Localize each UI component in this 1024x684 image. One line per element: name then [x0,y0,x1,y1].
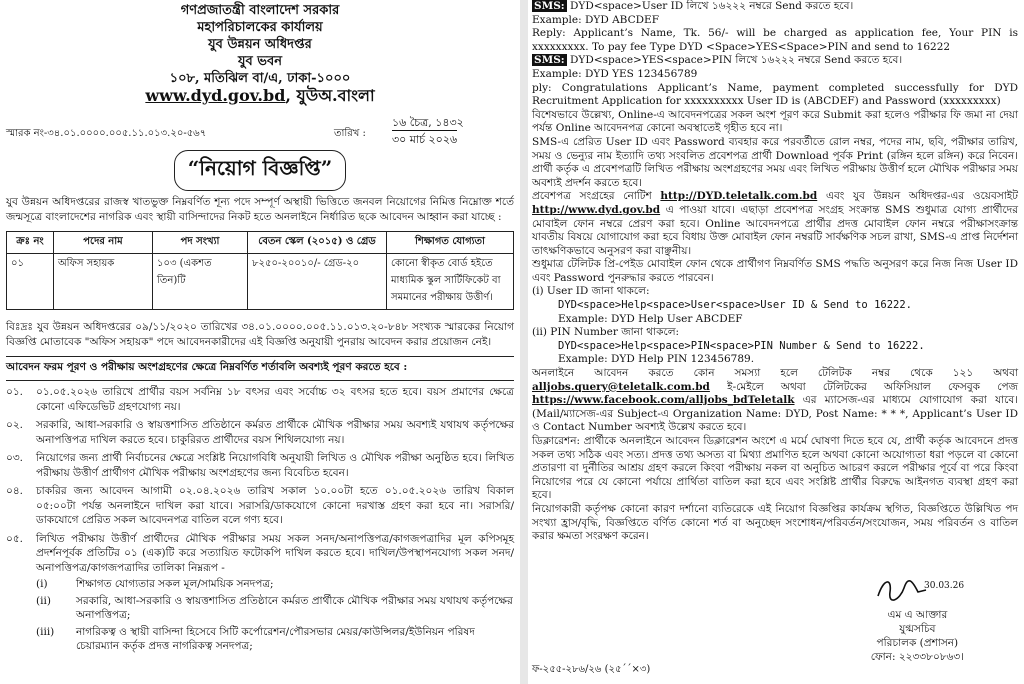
condition-text: লিখিত পরীক্ষায় উত্তীর্ণ প্রার্থীদের মৌখিক পরীক্ষার সময় সকল সনদ/অনাপত্তিপত্র/কাগজপত্রাদির মূল কপিসমূহ প্রদর্শনপূর্বক প্রতিটির ০১ (এক)টি করে সত্যায়িত ফটোকপি দাখিল করতে হবে। দাখিল/উপস্থাপনযোগ্য সকল সনদ/অনাপত্তিপত্র/কাগজপত্রাদির তালিকা নিম্নরূপ - [36,532,514,574]
item-number: (i) [36,578,48,590]
recovery-userid-example: Example: DYD Help User ABCDEF [558,312,743,325]
notice-page-right [528,0,1024,684]
recovery-pin [532,326,1018,340]
sms-reply-1: Reply: Applicant’s Name, Tk. 56/- will be charged as application fee, Your PIN is xxxxxxxxx. To pay fee Type DYD <Space>YES<Space>PIN and send to 16222 [532,27,1018,53]
item-number: (ii) [36,594,51,607]
sms-command: DYD<space>YES<space>PIN লিখে ১৬২২২ নম্বরে Send করতে হবে। [570,54,903,67]
support-email-link[interactable]: alljobs.query@teletalk.com.bd [532,380,710,393]
item-text: শিক্ষাগত যোগ্যতার সকল মূল/সাময়িক সনদপত্র; [76,578,274,590]
date-english: ৩০ মার্চ ২০২৬ [392,130,457,150]
signatory-role: পরিচালক (প্রশাসন) [876,637,959,649]
admit-text-a: প্রবেশপত্র সংগ্রহের নোটিশ [532,190,661,203]
condition-item [6,484,514,528]
help-text-b: ই-মেইলে অথবা টেলিটকের অফিসিয়াল ফেসবুক পেজ [709,380,1018,393]
helpline-paragraph [532,367,1018,435]
col-post: পদের নাম [54,232,153,254]
conditions-heading: আবেদন ফরম পূরণ ও পরীক্ষায় অংশগ্রহণের ক্ষেত্রে নিম্নবর্ণিত শর্তাবলি অবশ্যই পূরণ করতে হবে : [6,356,514,381]
footer-text: ফ-২৫৫-২৮৬/২৬ (২৫´´×৩) [532,664,651,675]
table-header-row [7,232,514,254]
cell-scale: ৮২৫০-২০০১০/- গ্রেড-২০ [248,254,387,310]
sms-label: SMS: [534,54,565,67]
sms-example-1: Example: DYD ABCDEF [532,13,659,26]
signature-date: 30.03.26 [924,581,965,591]
recovery-userid [532,285,1018,299]
memo-number: স্মারক নং-৩৪.০১.০০০০.০০৫.১১.০১৩.২০-৫৬৭ [6,128,207,139]
authority-paragraph: নিয়োগকারী কর্তৃপক্ষ কোনো কারণ দর্শানো ব্যতিরেকে এই নিয়োগ বিজ্ঞপ্তির কার্যক্রম স্থগিত, বিজ্ঞপ্তিতে উল্লিখিত পদ সংখ্যা হ্রাস/বৃদ্ধি, বিজ্ঞপ্তিতে বর্ণিত কোনো শর্ত বা অনুচ্ছেদ সংশোধন/পরিবর্তন/সংযোজন, সময় পরিবর্তন ও বাতিল করার ক্ষমতা সংরক্ষণ করেন। [532,502,1018,543]
website-suffix: , যুউঅ.বাংলা [285,86,375,105]
declaration-paragraph: ডিক্লারেশন: প্রার্থীকে অনলাইনে আবেদন ডিক্লারেশন অংশে এ মর্মে ঘোষণা দিতে হবে যে, প্রার্থী কর্তৃক আবেদনে প্রদত্ত সকল তথ্য সঠিক এবং সত্য। প্রদত্ত তথ্য অসত্য বা মিথ্যা প্রমাণিত হলে অথবা কোনো অযোগ্যতা ধরা পড়লে বা কোনো প্রতারণা বা দুর্নীতির আশ্রয় গ্রহণ করলে কিংবা পরীক্ষায় নকল বা অনুচিত আচরণ করলে পরীক্ষার পূর্বে বা পরে কিংবা নিয়োগের পরে যে কোনো পর্যায়ে প্রার্থিতা বাতিল করা হবে এবং সংশ্লিষ্ট প্রার্থীর বিরুদ্ধে আইনগত ব্যবস্থা গ্রহণ করা হবে। [532,435,1018,502]
memo-line [0,104,520,144]
table-row [7,254,514,310]
admit-notice-paragraph [532,190,1018,258]
cell-qualification: কোনো স্বীকৃত বোর্ড হইতে মাধ্যমিক স্কুল সার্টিফিকেট বা সমমানের পরীক্ষায় উত্তীর্ণ। [387,254,514,310]
govt-name: গণপ্রজাতন্ত্রী বাংলাদেশ সরকার [180,3,340,18]
condition-text: চাকরির জন্য আবেদন আগামী ০২.০৪.২০২৬ তারিখ সকাল ১০.০০টা হতে ০১.০৫.২০২৬ তারিখ বিকাল ০৫:০০টা পর্যন্ত অনলাইনে দাখিল করা যাবে। সরাসরি/ডাকযোগে কোনো দরখাস্ত গ্রহণ করা হবে না। সরাসরি/ডাকযোগে প্রেরিত সকল আবেদনপত্র বাতিল বলে গণ্য হবে। [36,485,514,526]
office-header [0,2,520,104]
col-serial: ক্রঃ নং [7,232,54,254]
special-note: বিঃদ্রঃ যুব উন্নয়ন অধিদপ্তরের ০৯/১১/২০২০ তারিখের ৩৪.০১.০০০০.০০৫.১১.০১৩.২০-৮৪৮ সংখ্যক স্মারকের নিয়োগ বিজ্ঞপ্তি মোতাবেক "অফিস সহায়ক" পদে আবেদনকারীদের এই বিজ্ঞপ্তি অনুযায়ী পুনরায় আবেদন করার প্রয়োজন নেই। [6,321,514,348]
col-qualification: শিক্ষাগত যোগ্যতা [387,232,514,254]
facebook-page-link[interactable]: https://www.facebook.com/alljobs_bdTeletalk [532,394,795,407]
item-number: (iii) [36,625,55,638]
condition-number: ০৩. [6,452,23,464]
dyd-link[interactable]: http://www.dyd.gov.bd [532,203,661,216]
admit-text-b: এবং যুব উন্নয়ন অধিদপ্তর-এর ওয়েবসাইট [817,190,1018,203]
cell-serial: ০১ [7,254,54,310]
recovery-number: (ii) [532,326,547,339]
condition-number: ০৫. [6,532,23,545]
recovery-userid-command: DYD<space>Help<space>User<space>User ID & Send to 16222. [558,299,913,312]
sms-label: SMS: [534,0,565,12]
condition-text: সরকারি, আধা-সরকারি ও স্বায়ত্তশাসিত প্রতিষ্ঠানে কর্মরত প্রার্থীকে মৌখিক পরীক্ষার সময় অবশ্যই যথাযথ কর্তৃপক্ষের অনাপত্তিপত্র দাখিল করতে হবে। চাকুরিরত প্রার্থীদের বয়স শিথিলযোগ্য নয়। [36,419,514,446]
sms-step-2 [532,54,1018,68]
condition-item [6,532,514,576]
teletalk-link[interactable]: http://DYD.teletalk.com.bd [660,190,818,203]
website-link[interactable]: www.dyd.gov.bd [145,86,286,105]
intro-paragraph: যুব উন্নয়ন অধিদপ্তরের রাজস্ব খাতভুক্ত নিম্নবর্ণিত শূন্য পদে সম্পূর্ণ অস্থায়ী ভিত্তিতে জনবল নিয়োগের নিমিত্ত নিম্নোক্ত শর্তে জন্মসূত্রে বাংলাদেশের নাগরিক এবং স্থায়ী বাসিন্দাদের নিকট হতে অনলাইনে নির্ধারিত ছকে আবেদন আহ্বান করা যাচ্ছে : [6,196,514,223]
help-text-c: এর ম্যাসেজ-এর মাধ্যমে যোগাযোগ করা যাবে। (Mail/ম্যাসেজ-এর Subject-এ Organization Name: DYD, Post Name: * * *, Applicant’s User ID ও Contact Number অবশ্যই উল্লেখ করতে হবে। [532,394,1018,434]
recovery-pin-command: DYD<space>Help<space>PIN<space>PIN Number & Send to 16222. [558,339,925,352]
condition-number: ০৪. [6,485,23,497]
notice-title: “নিয়োগ বিজ্ঞপ্তি” [174,150,346,191]
condition-number: ০১. [6,386,23,398]
document-list-item [36,594,514,623]
admit-text-c: এ পাওয়া যাবে। এছাড়া প্রবেশপত্র সংগ্রহ সংক্রান্ত SMS শুধুমাত্র যোগ্য প্রার্থীদের মোবাইল ফোন নম্বরে প্রেরণ করা হবে। Online আবেদনপত্রে প্রার্থীর প্রদত্ত মোবাইল ফোন নম্বরে পরীক্ষাসংক্রান্ত যাবতীয় বিষয়ে যোগাযোগ করা হবে বিধায় উক্ত মোবাইল ফোন নম্বরটি সার্বক্ষণিক সচল রাখা, SMS-এ প্রাপ্ত নির্দেশনা তাৎক্ষণিকভাবে অনুসরণ করা বাঞ্ছনীয়। [532,203,1018,257]
sms-example-2: Example: DYD YES 123456789 [532,67,698,80]
date-bangla: ১৬ চৈত্র, ১৪৩২ [392,116,464,129]
sms-step-1 [532,0,1018,14]
recovery-pin-example: Example: DYD Help PIN 123456789. [558,353,755,366]
address: ১০৮, মতিঝিল বা/এ, ঢাকা-১০০০ [169,71,351,86]
condition-text: ০১.০৫.২০২৬ তারিখে প্রার্থীর বয়স সর্বনিম্ন ১৮ বৎসর এবং সর্বোচ্চ ৩২ বৎসর হতে হবে। বয়স প্রমাণের ক্ষেত্রে কোনো এফিডেভিট গ্রহণযোগ্য নয়। [36,386,514,413]
department-name: যুব উন্নয়ন অধিদপ্তর [208,37,312,52]
office-name: মহাপরিচালকের কার্যালয় [197,20,323,35]
signatory-name: এম এ আক্তার [887,609,948,621]
date-label: তারিখ : [334,128,366,139]
recovery-title: PIN Number জানা থাকলে: [550,326,680,339]
signature-block [871,574,964,664]
cell-post: অফিস সহায়ক [54,254,153,310]
document-list-item [36,577,514,592]
sms-command: DYD<space>User ID লিখে ১৬২২২ নম্বরে Send করতে হবে। [570,0,854,12]
help-text-a: অনলাইনে আবেদন করতে কোন সমস্যা হলে টেলিটক নম্বর থেকে ১২১ অথবা [532,367,1018,380]
item-text: সরকারি, আধা-সরকারি ও স্বায়ত্তশাসিত প্রতিষ্ঠানে কর্মরত প্রার্থীকে মৌখিক পরীক্ষার সময় যথাযথ কর্তৃপক্ষের অনাপত্তিপত্র; [76,594,513,621]
condition-item [6,385,514,414]
signature-icon [874,574,965,604]
item-text: নাগরিকত্ব ও স্থায়ী বাসিন্দা হিসেবে সিটি কর্পোরেশন/পৌরসভার মেয়র/কাউন্সিলর/ইউনিয়ন পরিষদ চেয়ারম্যান কর্তৃক প্রদত্ত নাগরিকত্ব সনদপত্র; [76,625,475,652]
condition-number: ০২. [6,419,23,431]
recovery-title: User ID জানা থাকলে: [546,285,650,298]
recovery-number: (i) [532,285,544,298]
website-line [0,87,520,104]
signatory-title: যুগ্মসচিব [899,623,936,635]
sms-reply-2: ply: Congratulations Applicant’s Name, payment completed successfully for DYD Recruitment Application for xxxxxxxxxx User ID is (ABCDEF) and Password (xxxxxxxxx) [532,81,1018,108]
footer-code [532,662,1020,679]
col-scale: বেতন স্কেল (২০১৫) ও গ্রেড [248,232,387,254]
cell-count: ১০৩ (একশত তিন)টি [153,254,248,310]
posts-table [6,231,514,310]
condition-text: নিয়োগের জন্য প্রার্থী নির্বাচনের ক্ষেত্রে সংশ্লিষ্ট নিয়োগবিধি অনুযায়ী লিখিত ও মৌখিক পরীক্ষা অনুষ্ঠিত হবে। লিখিত পরীক্ষায় উত্তীর্ণ প্রার্থীগণ মৌখিক পরীক্ষায় অংশগ্রহণের জন্য বিবেচিত হবেন। [36,452,514,479]
document-list-item [36,625,514,654]
building-name: যুব ভবন [238,54,282,69]
signatory-phone: ফোন: ২২৩৩৮০৮৬৩। [870,651,964,663]
teletalk-recovery-note: শুধুমাত্র টেলিটক প্রি-পেইড মোবাইল ফোন থেকে প্রার্থীগণ নিম্নবর্ণিত SMS পদ্ধতি অনুসরণ করে নিজ নিজ User ID এবং Password পুনরুদ্ধার করতে পারবেন। [532,258,1018,284]
col-count: পদ সংখ্যা [153,232,248,254]
admit-card-note: SMS-এ প্রেরিত User ID এবং Password ব্যবহার করে পরবর্তীতে রোল নম্বর, পদের নাম, ছবি, পরীক্ষার তারিখ, সময় ও ভেন্যুর নাম ইত্যাদি তথ্য সংবলিত প্রবেশপত্র প্রার্থী Download পূর্বক Print (রঙ্গিন হলে রঙ্গিন) করে নিবেন। প্রার্থী কর্তৃক এ প্রবেশপত্রটি লিখিত পরীক্ষায় অংশগ্রহণের সময় এবং লিখিত পরীক্ষায় উত্তীর্ণ হলে মৌখিক পরীক্ষার সময় অবশ্যই প্রদর্শন করতে হবে। [532,135,1018,189]
online-note: বিশেষভাবে উল্লেখ্য, Online-এ আবেদনপত্রের সকল অংশ পূরণ করে Submit করা হলেও পরীক্ষার ফি জমা না দেয়া পর্যন্ত Online আবেদনপত্র কোনো অবস্থাতেই গৃহীত হবে না। [532,108,1018,135]
condition-item [6,451,514,480]
condition-item [6,418,514,447]
page-divider [520,0,528,684]
